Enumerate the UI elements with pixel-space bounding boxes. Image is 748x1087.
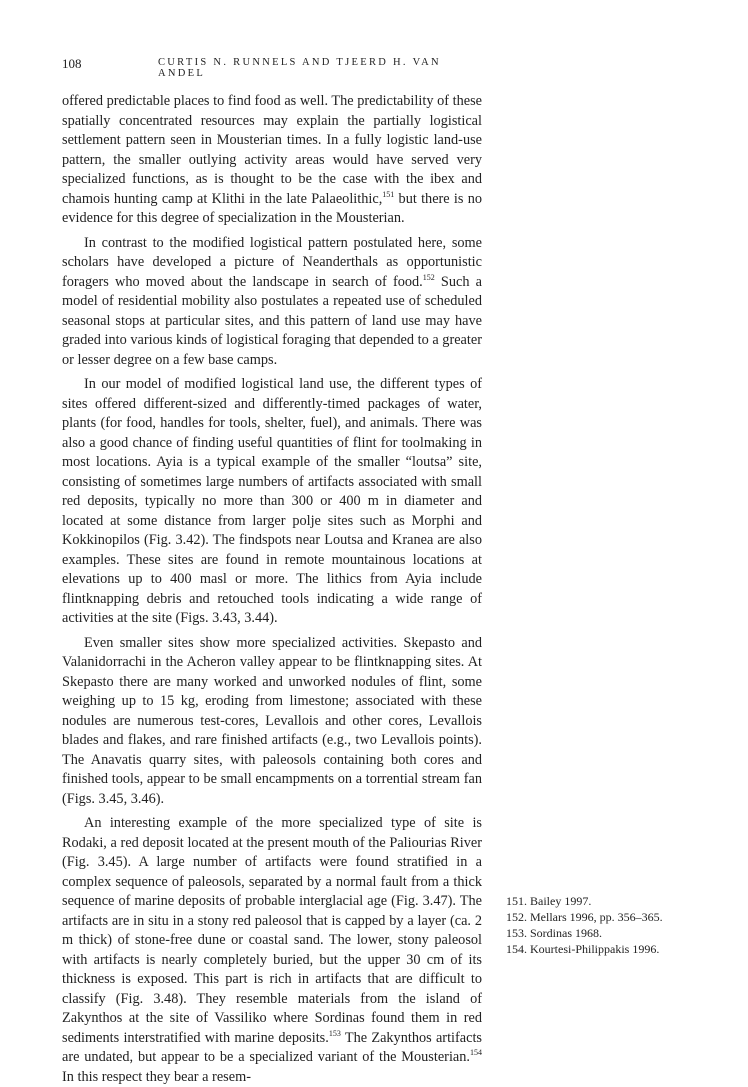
text-segment: but there is no evidence for this degree of specialization in the Mousterian. bbox=[62, 190, 482, 226]
footnote-151: 151. Bailey 1997. bbox=[506, 894, 592, 908]
paragraph-2 bbox=[62, 234, 482, 371]
paragraph-5 bbox=[62, 814, 482, 1087]
text-segment: In this respect they bear a resem- bbox=[62, 1068, 251, 1085]
text-segment: An interesting example of the more specialized type of site is Rodaki, a red deposit located at the present mouth of the Paliourias River (Fig. 3.45). A large number of artifacts were found stratified in a complex sequence of paleosols, separated by a normal fault from a thick sequence of marine deposits of probable interglacial age (Fig. 3.47). The artifacts are in situ in a stony red paleosol that is capped by a layer (ca. 2 m thick) of stone-free dune or coastal sand. The lower, stony paleosol with artifacts is nearly completely buried, but the upper 30 cm of its thickness is exposed. This part is rich in artifacts that are difficult to classify (Fig. 3.48). They resemble materials from the island of Zakynthos at the site of Vassiliko where Sordinas found them in red sediments interstratified with marine deposits. bbox=[62, 815, 482, 1046]
footnote-ref-154[interactable]: 154 bbox=[470, 1048, 482, 1058]
footnotes bbox=[506, 893, 726, 957]
page-header bbox=[62, 56, 482, 79]
footnote-ref-151[interactable]: 151 bbox=[382, 189, 395, 199]
footnote-153: 153. Sordinas 1968. bbox=[506, 926, 602, 940]
footnote-154: 154. Kourtesi-Philippakis 1996. bbox=[506, 942, 660, 956]
paragraph-4 bbox=[62, 634, 482, 810]
text-segment: offered predictable places to find food as well. The predictability of these spatially concentrated resources may explain the partially logistical settlement pattern seen in Mousterian times. In a fully logistic land-use pattern, the smaller outlying activity areas would have served very specialized functions, as is thought to be the case with the ibex and chamois hunting camp at Klithi in the late Palaeolithic, bbox=[62, 93, 482, 207]
running-head: CURTIS N. RUNNELS AND TJEERD H. VAN ANDEL bbox=[158, 57, 441, 79]
text-segment: In contrast to the modified logistical pattern postulated here, some scholars have developed a picture of Neanderthals as opportunistic foragers who moved about the landscape in search of food. bbox=[62, 234, 482, 290]
paragraph-1 bbox=[62, 92, 482, 229]
text-segment: In our model of modified logistical land use, the different types of sites offered different-sized and differently-timed packages of water, plants (for food, handles for tools, shelter, fuel), and animals. There was also a good chance of finding useful quantities of flint for toolmaking in most locations. Ayia is a typical example of the smaller “loutsa” site, consisting of sometimes large numbers of artifacts associated with small red deposits, typically no more than 300 or 400 m in diameter and located at some distance from larger polje sites such as Morphi and Kokkinopilos (Fig. 3.42). The findspots near Loutsa and Kranea are also examples. These sites are found in remote mountainous locations at elevations up to 400 masl or more. The lithics from Ayia include flintknapping debris and retouched tools indicating a wide range of activities at the site (Figs. 3.43, 3.44). bbox=[62, 376, 482, 626]
paragraph-3 bbox=[62, 375, 482, 629]
body-text bbox=[62, 92, 482, 1087]
footnote-ref-152[interactable]: 152 bbox=[422, 272, 435, 282]
footnote-ref-153[interactable]: 153 bbox=[328, 1028, 341, 1038]
text-segment: Even smaller sites show more specialized activities. Skepasto and Valanidorrachi in the Acheron valley appear to be flintknapping sites. At Skepasto there are many worked and unworked nodules of flint, some weighing up to 15 kg, eroding from limestone; associated with these nodules are numerous test-cores, Levallois and other cores, Levallois blades and flakes, and rare finished artifacts (e.g., two Levallois points). The Anavatis quarry sites, with paleosols containing both cores and finished tools, appear to be small encampments on a torrential stream fan (Figs. 3.45, 3.46). bbox=[62, 634, 482, 807]
page-number: 108 bbox=[62, 56, 82, 71]
text-segment: Such a model of residential mobility also postulates a repeated use of scheduled seasonal stops at particular sites, and this pattern of land use may have graded into various kinds of logistical foraging that depended to a greater or lesser degree on a few base camps. bbox=[62, 273, 482, 368]
text-segment: The Zakynthos artifacts are undated, but appear to be a specialized variant of the Mousterian. bbox=[62, 1029, 482, 1065]
footnote-152: 152. Mellars 1996, pp. 356–365. bbox=[506, 910, 663, 924]
